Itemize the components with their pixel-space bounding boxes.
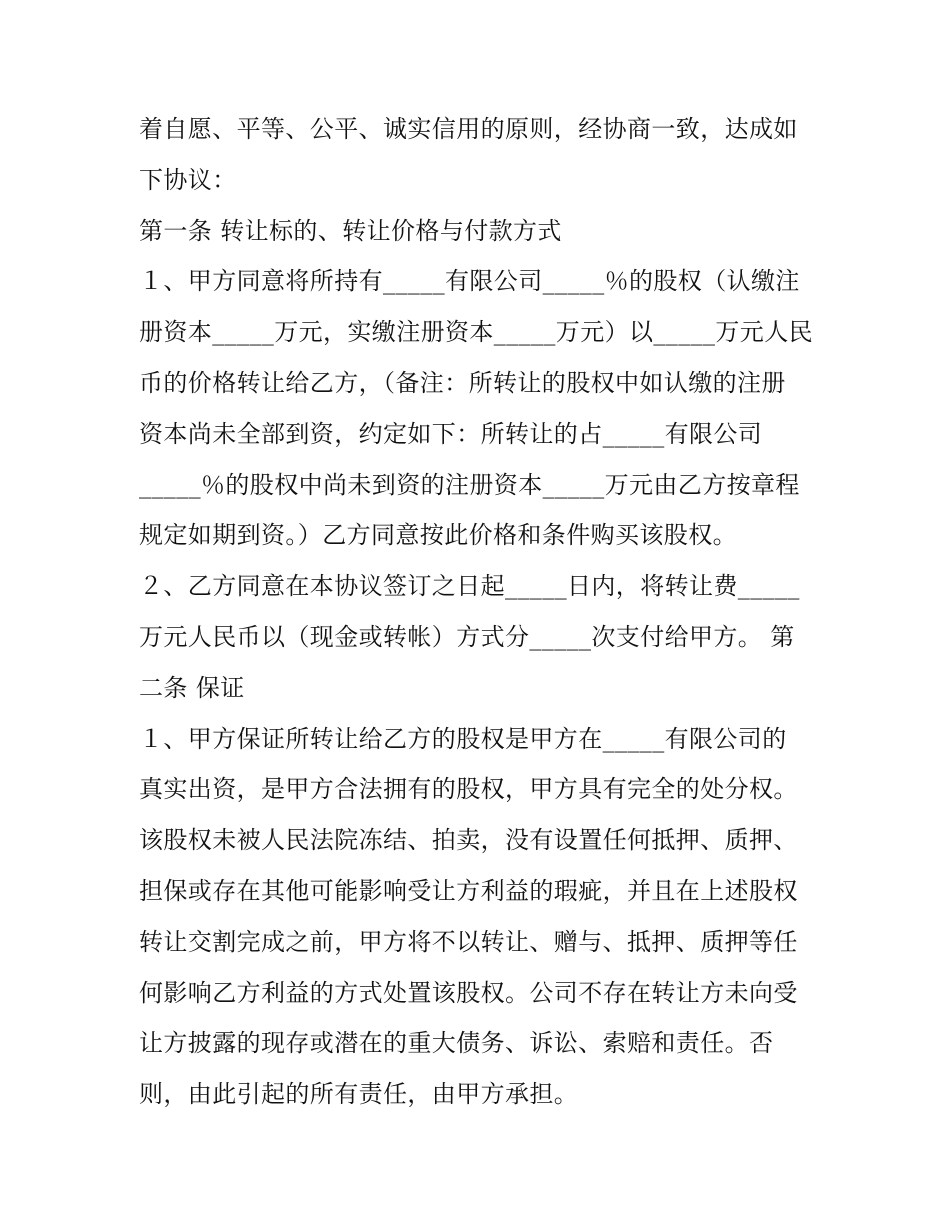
- text-line: 何影响乙方利益的方式处置该股权。公司不存在转让方未向受: [139, 978, 798, 1007]
- text-line: 真实出资，是甲方合法拥有的股权，甲方具有完全的处分权。: [139, 775, 798, 804]
- section-heading: 二条 保证: [139, 673, 245, 702]
- text-line: 担保或存在其他可能影响受让方利益的瑕疵，并且在上述股权: [139, 876, 798, 905]
- text-line: 着自愿、平等、公平、诚实信用的原则，经协商一致，达成如: [139, 115, 798, 143]
- text-line: 规定如期到资。）乙方同意按此价格和条件购买该股权。: [139, 521, 737, 550]
- text-line: 币的价格转让给乙方，（备注：所转让的股权中如认缴的注册: [139, 368, 786, 397]
- text-line: ２、乙方同意在本协议签订之日起_____日内，将转让费_____: [139, 572, 800, 601]
- section-heading: 第一条 转让标的、转让价格与付款方式: [139, 216, 562, 245]
- text-line: 则，由此引起的所有责任，由甲方承担。: [139, 1080, 579, 1109]
- contract-text: [139, 104, 819, 1120]
- text-line: 资本尚未全部到资，约定如下：所转让的占_____有限公司: [139, 419, 763, 448]
- text-line: １、甲方同意将所持有_____有限公司_____％的股权（认缴注: [139, 267, 800, 296]
- text-line: 让方披露的现存或潜在的重大债务、诉讼、索赔和责任。否: [139, 1029, 774, 1058]
- text-line: 该股权未被人民法院冻结、拍卖，没有设置任何抵押、质押、: [139, 826, 798, 855]
- text-line: １、甲方保证所转让给乙方的股权是甲方在_____有限公司的: [139, 724, 787, 753]
- text-line: 下协议：: [139, 165, 237, 194]
- text-line: _____％的股权中尚未到资的注册资本_____万元由乙方按章程: [139, 470, 800, 499]
- text-line: 万元人民币以（现金或转帐）方式分_____次支付给甲方。 第: [139, 622, 795, 651]
- text-line: 转让交割完成之前，甲方将不以转让、赠与、抵押、质押等任: [139, 927, 798, 956]
- text-line: 册资本_____万元，实缴注册资本_____万元）以_____万元人民: [139, 318, 813, 347]
